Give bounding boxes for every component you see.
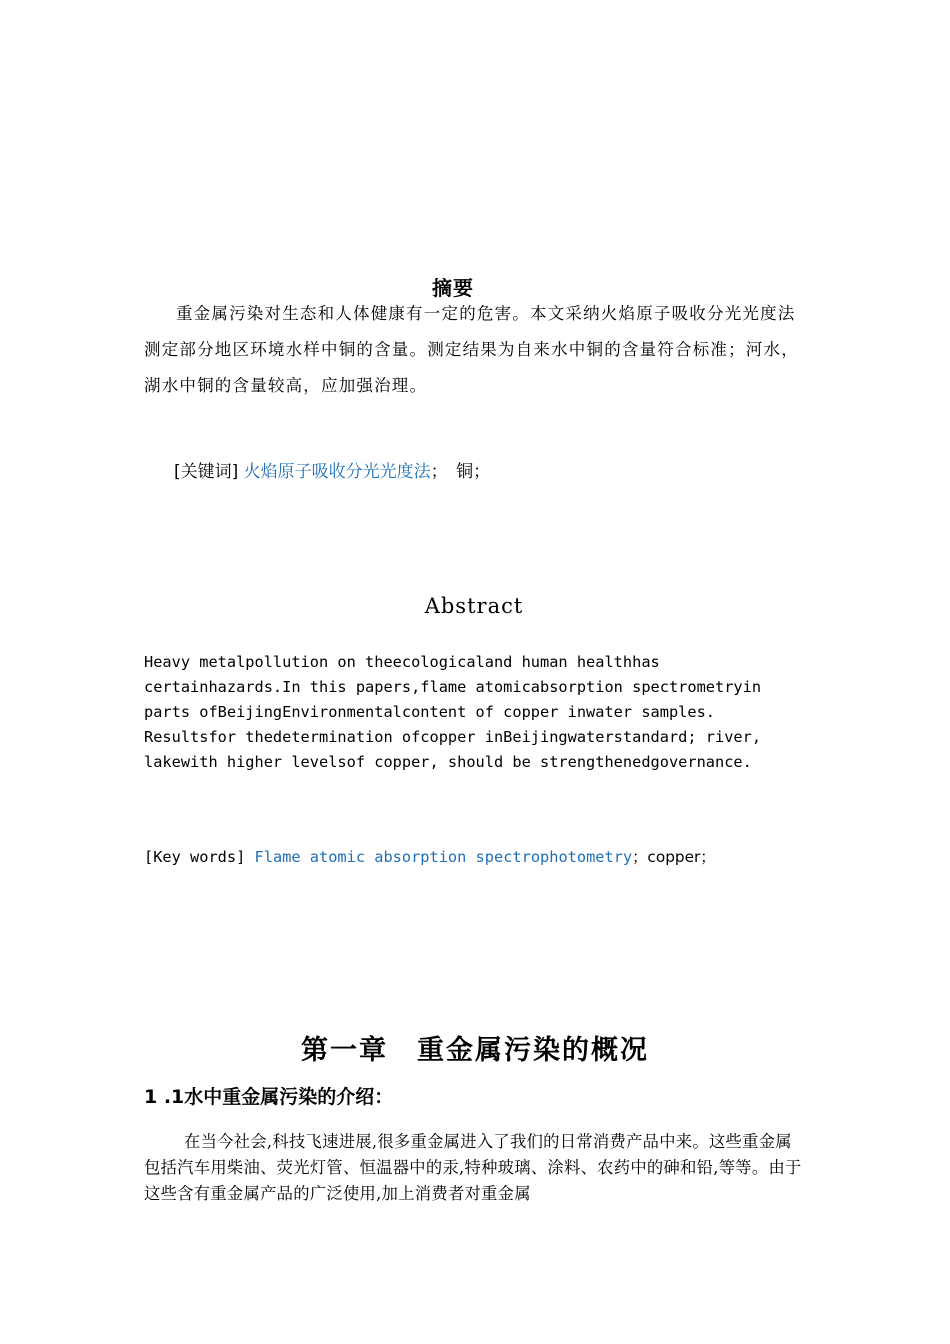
chinese-keywords — [174, 457, 490, 482]
english-keywords — [144, 845, 716, 867]
english-keyword-link[interactable]: Flame atomic absorption spectrophotometry — [254, 848, 633, 866]
english-keywords-rest: ；copper； — [632, 848, 716, 866]
english-keywords-label: [Key words] — [144, 848, 246, 866]
chinese-abstract-title: 摘要 — [432, 276, 474, 300]
chinese-keyword-link[interactable]: 火焰原子吸收分光光度法 — [243, 462, 431, 482]
english-abstract-body: Heavy metalpollution on theecologicaland human healthhas certainhazards.In this papers,flame atomicabsorption spectrometryin parts ofBeijingEnvironmentalcontent of copper inwater samples. Resultsfor thedetermination ofcopper inBeijingwaterstandard; river, lakewith higher levelsof copper, should be strengthenedgovernance. — [144, 653, 762, 771]
section-body-text: 在当今社会,科技飞速进展,很多重金属进入了我们的日常消费产品中来。这些重金属包括汽车用柴油、荧光灯管、恒温器中的汞,特种玻璃、涂料、农药中的砷和铅,等等。由于这些含有重金属产品的广泛使用,加上消费者对重金属 — [144, 1132, 802, 1203]
chapter-title: 第一章 重金属污染的概况 — [301, 1035, 649, 1066]
chinese-keywords-label: [关键词] — [174, 462, 239, 482]
chinese-abstract-body: 重金属污染对生态和人体健康有一定的危害。本文采纳火焰原子吸收分光光度法测定部分地区环境水样中铜的含量。测定结果为自来水中铜的含量符合标准；河水，湖水中铜的含量较高，应加强治理。 — [144, 304, 799, 395]
chinese-keywords-rest: ； 铜； — [430, 462, 491, 482]
section-title: 1 .1水中重金属污染的介绍： — [144, 1086, 394, 1108]
english-abstract-title: Abstract — [424, 594, 524, 618]
